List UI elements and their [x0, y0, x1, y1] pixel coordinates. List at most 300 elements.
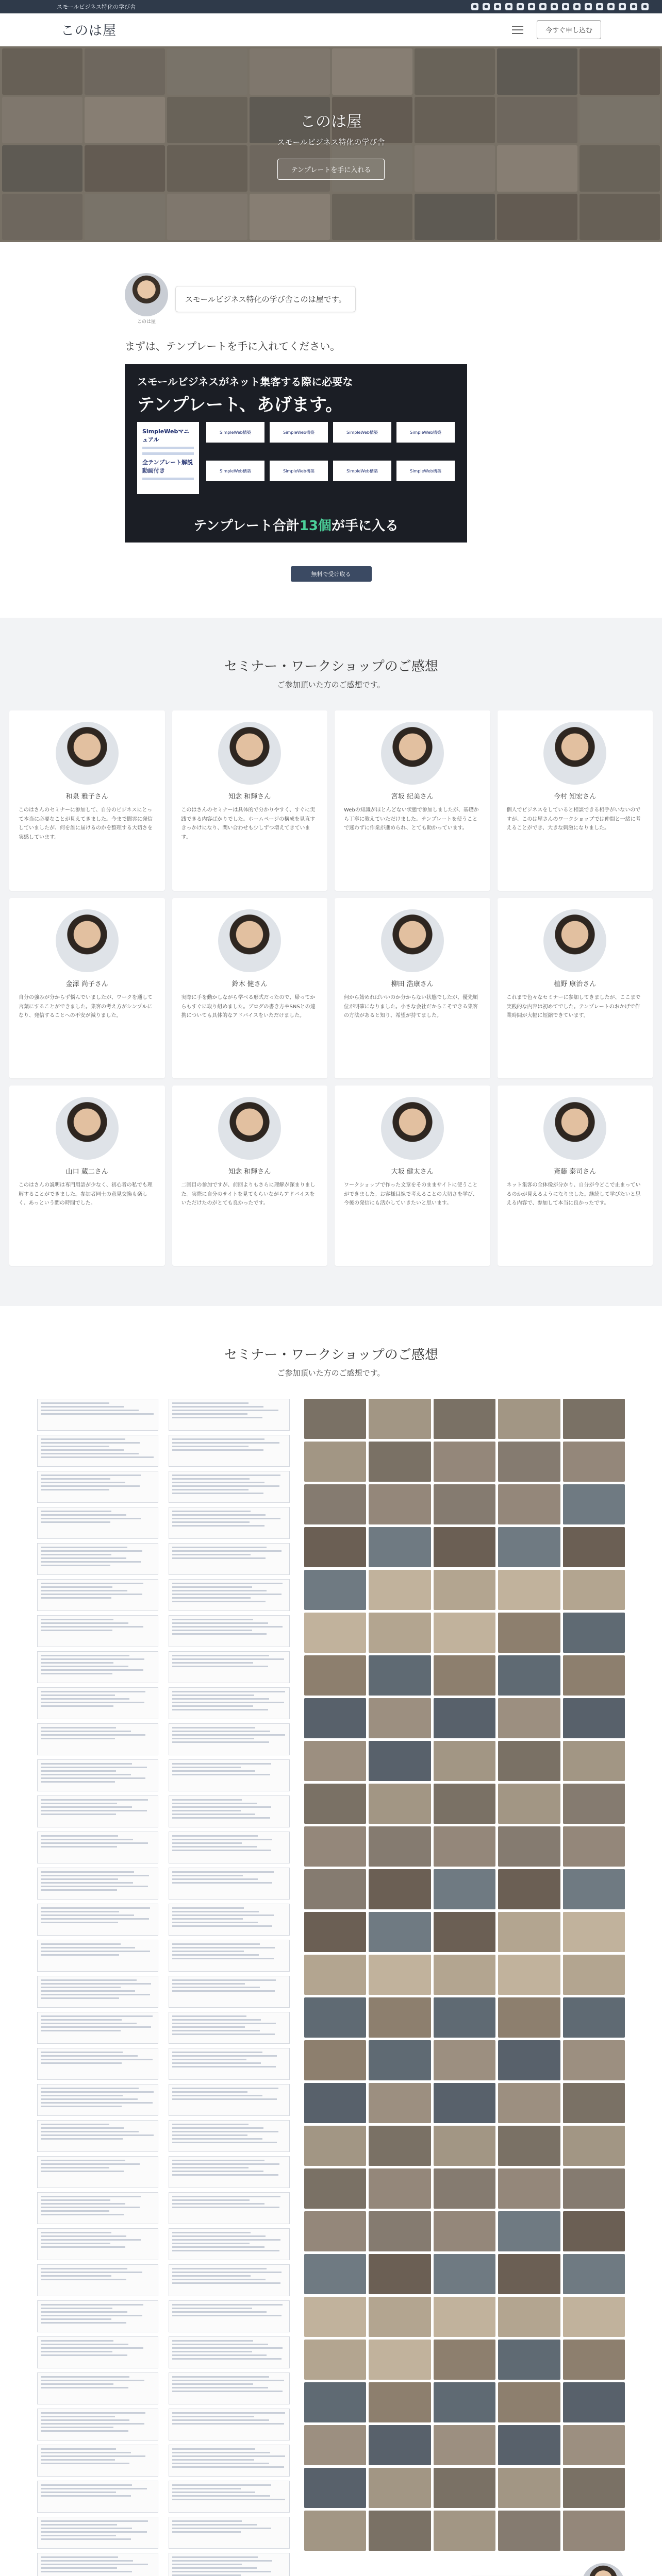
workshop-photo: [563, 2040, 625, 2080]
workshop-photo: [563, 1955, 625, 1995]
template-tile: SimpleWeb構築: [396, 422, 455, 443]
review-text: ワークショップで作った文章をそのままサイトに使うことができました。お客様目線で考えることの大切さを学び、今後の発信にも活かしていきたいと思います。: [344, 1182, 478, 1206]
workshop-photo: [563, 1570, 625, 1610]
review-text: Webの知識がほとんどない状態で参加しましたが、基礎から丁寧に教えていただけました。テンプレートを使うことで迷わずに作業が進められ、とても助かっています。: [344, 807, 479, 831]
template-tile: SimpleWeb構築: [270, 461, 328, 481]
review-card: [335, 710, 490, 891]
workshop-photo: [563, 1869, 625, 1909]
workshop-photo: [563, 2168, 625, 2209]
site-logo[interactable]: このは屋: [61, 23, 117, 39]
feedback-sheet: [169, 1832, 290, 1863]
template-tile: SimpleWeb構築: [206, 422, 264, 443]
tumblr-icon[interactable]: ●: [585, 3, 592, 10]
feedback-sheet: [37, 2012, 158, 2044]
speaker-avatar: [125, 273, 168, 316]
workshop-photo: [498, 1955, 560, 1995]
workshop-photo: [434, 2083, 495, 2123]
reviewer-photo: [543, 1097, 606, 1160]
review-text: 二回目の参加ですが、前回よりもさらに理解が深まりました。実際に自分のサイトを見てもらいながらアドバイスをいただけたのがとても良かったです。: [181, 1182, 316, 1206]
workshop-photo: [304, 2083, 366, 2123]
reviewer-name: 今村 知宏さん: [554, 793, 597, 801]
feedback-sheet: [37, 1759, 158, 1791]
workshop-photo: [434, 1997, 495, 2038]
feedback-sheet: [169, 1399, 290, 1431]
workshop-photo: [434, 2468, 495, 2508]
workshop-photo: [369, 2382, 431, 2422]
feedback-sheet: [169, 1579, 290, 1611]
workshop-photo: [563, 1442, 625, 1482]
feedback-sheet: [37, 2553, 158, 2576]
reviewer-photo: [381, 722, 444, 785]
workshop-photo: [434, 2211, 495, 2251]
workshop-photo: [563, 1784, 625, 1824]
feedback-sheet: [37, 1579, 158, 1611]
feedback-sheet: [169, 2553, 290, 2576]
workshop-photo: [304, 1826, 366, 1867]
review-text: このはさんのセミナーに参加して、自分のビジネスにとって本当に必要なことが見えてきました。今まで闇雲に発信していましたが、何を誰に届けるのかを整理する大切さを実感しています。: [19, 807, 153, 840]
workshop-photo: [498, 1741, 560, 1781]
workshop-photo: [369, 1869, 431, 1909]
workshop-photo-grid: [304, 1399, 625, 2551]
workshop-photo: [369, 2340, 431, 2380]
reviewer-name: 鈴木 健さん: [231, 980, 268, 988]
feedback-sheet: [37, 2517, 158, 2549]
workshop-photo: [498, 2211, 560, 2251]
workshop-photo: [369, 2083, 431, 2123]
review-text: 実際に手を動かしながら学べる形式だったので、帰ってからもすぐに取り組めました。ブログの書き方やSNSとの連携についても具体的なアドバイスをいただけました。: [181, 995, 316, 1019]
feedback-sheet: [169, 1723, 290, 1755]
feedback-sheet: [169, 2300, 290, 2332]
template-tile: SimpleWeb構築: [396, 461, 455, 481]
feedback-sheet: [169, 2445, 290, 2477]
workshop-photo: [563, 2425, 625, 2465]
hero-title: このは屋: [300, 113, 362, 131]
review-card: [335, 898, 490, 1078]
workshop-photo: [563, 1741, 625, 1781]
workshop-photo: [434, 1527, 495, 1567]
feedback-sheet: [169, 1904, 290, 1936]
workshop-photo: [563, 1613, 625, 1653]
facebook-icon[interactable]: ●: [483, 3, 490, 10]
workshop-photo: [563, 1484, 625, 1524]
workshop-photo: [498, 1912, 560, 1952]
workshop-photo: [498, 1527, 560, 1567]
instagram-icon[interactable]: ●: [494, 3, 501, 10]
reviewer-photo: [56, 1097, 119, 1160]
workshop-photo: [563, 1527, 625, 1567]
workshop-photo: [498, 1997, 560, 2038]
banner-lead: スモールビジネスがネット集客する際に必要な: [137, 376, 353, 388]
hero-subtitle: スモールビジネス特化の学び舎: [277, 138, 385, 147]
workshop-photo: [563, 1826, 625, 1867]
workshop-photo: [434, 1399, 495, 1439]
workshop-photo: [498, 2040, 560, 2080]
review-text: 何から始めればいいのか分からない状態でしたが、優先順位が明確になりました。小さな会社だからこそできる集客の方法があると知り、希望が持てました。: [344, 995, 478, 1019]
feedback-sheet: [169, 2156, 290, 2188]
workshop-photo: [563, 1912, 625, 1952]
feedback-sheet: [169, 1507, 290, 1539]
workshop-photo: [434, 1741, 495, 1781]
workshop-photo: [434, 2126, 495, 2166]
workshop-photo: [304, 2168, 366, 2209]
workshop-photo: [563, 2297, 625, 2337]
feedback-sheet: [169, 1615, 290, 1647]
workshop-photo: [434, 1869, 495, 1909]
template-tile: SimpleWeb構築: [270, 422, 328, 443]
workshop-photo: [434, 2040, 495, 2080]
workshop-photo: [563, 2382, 625, 2422]
feedly-icon[interactable]: ●: [596, 3, 603, 10]
review-text: このはさんの説明は専門用語が少なく、初心者の私でも理解することができました。参加者同士の意見交換も楽しく、あっという間の時間でした。: [19, 1182, 153, 1206]
workshop-photo: [434, 1955, 495, 1995]
feedback-sheet: [169, 2192, 290, 2224]
feedback-sheet: [169, 1868, 290, 1900]
workshop-photo: [304, 1655, 366, 1696]
workshop-photo: [563, 2468, 625, 2508]
manual-book: [137, 422, 199, 494]
reviewer-name: 大坂 健太さん: [391, 1168, 434, 1176]
workshop-photo: [304, 1741, 366, 1781]
top-bar: [0, 0, 662, 13]
template-banner[interactable]: [125, 364, 467, 543]
reviewer-photo: [543, 909, 606, 972]
apply-now-button[interactable]: 今すぐ申し込む: [537, 20, 601, 39]
feedback-sheet: [37, 1940, 158, 1972]
workshop-photo: [369, 2168, 431, 2209]
review-card: [172, 710, 328, 891]
workshop-photo: [498, 1613, 560, 1653]
feedback-sheet: [37, 2445, 158, 2477]
workshop-photo: [434, 1442, 495, 1482]
workshop-photo: [369, 1741, 431, 1781]
reviewer-name: 金澤 尚子さん: [65, 980, 108, 988]
workshop-photo: [369, 1442, 431, 1482]
workshop-photo: [369, 2468, 431, 2508]
workshop-photo: [434, 1613, 495, 1653]
workshop-photo: [563, 1399, 625, 1439]
workshop-photo: [434, 1826, 495, 1867]
twitter-icon[interactable]: ●: [471, 3, 478, 10]
workshop-photo: [498, 1484, 560, 1524]
feedback-sheet: [37, 1651, 158, 1683]
cart-icon[interactable]: ●: [641, 3, 649, 10]
photos-title: セミナー・ワークショップのご感想: [224, 1347, 438, 1363]
reviewer-name: 和泉 雅子さん: [65, 793, 108, 801]
sns-icon-list: [471, 3, 649, 10]
workshop-photo: [498, 2083, 560, 2123]
youtube-icon[interactable]: ●: [505, 3, 512, 10]
review-card: [9, 898, 165, 1078]
review-card: [172, 1086, 328, 1266]
reviewer-photo: [381, 909, 444, 972]
workshop-photo: [369, 1912, 431, 1952]
feedback-sheet: [169, 2228, 290, 2260]
workshop-photo: [304, 2126, 366, 2166]
speech-bubble: スモールビジネス特化の学び舎このは屋です。: [175, 286, 356, 312]
review-card: [498, 1086, 653, 1266]
banner-count-text: [125, 515, 467, 534]
workshop-photo: [498, 2126, 560, 2166]
workshop-photo: [369, 1698, 431, 1738]
workshop-photo: [434, 1484, 495, 1524]
workshop-photo: [304, 2468, 366, 2508]
reviewer-name: 斎藤 泰司さん: [554, 1168, 597, 1176]
workshop-photo: [369, 2040, 431, 2080]
workshop-photo: [304, 2040, 366, 2080]
workshop-photo: [498, 2511, 560, 2551]
template-tile: SimpleWeb構築: [333, 461, 391, 481]
feedback-sheet: [37, 2264, 158, 2296]
workshop-photo: [498, 1570, 560, 1610]
reviewer-photo: [218, 722, 281, 785]
workshop-photo: [434, 1570, 495, 1610]
review-text: 個人でビジネスをしていると相談できる相手がいないのですが、このは屋さんのワークショップでは仲間と一緒に考えることができ、大きな刺激になりました。: [506, 807, 641, 831]
feedback-sheet: [169, 1795, 290, 1827]
manual-title: SimpleWebマニュアル: [142, 428, 190, 443]
photo-section: [0, 1306, 662, 2576]
reviewer-photo: [218, 909, 281, 972]
workshop-photo: [434, 2340, 495, 2380]
workshop-photo: [304, 1955, 366, 1995]
workshop-photo: [563, 2511, 625, 2551]
review-text: 自分の強みが分からず悩んでいましたが、ワークを通して言葉にすることができました。集客の考え方がシンプルになり、発信することへの不安が減りました。: [19, 995, 153, 1019]
feedback-sheet: [37, 1795, 158, 1827]
workshop-photo: [498, 2254, 560, 2294]
workshop-photo: [304, 2254, 366, 2294]
workshop-photo: [563, 1655, 625, 1696]
workshop-photo: [434, 2254, 495, 2294]
pinterest-icon[interactable]: ●: [539, 3, 547, 10]
workshop-photo: [304, 1442, 366, 1482]
workshop-photo: [369, 1955, 431, 1995]
workshop-photo: [434, 1912, 495, 1952]
workshop-photo: [304, 1484, 366, 1524]
reviewer-name: 知念 和輝さん: [228, 793, 271, 801]
feedback-sheet: [37, 1976, 158, 2008]
feedback-sheet: [169, 1976, 290, 2008]
workshop-photo: [498, 1784, 560, 1824]
workshop-photo: [369, 1784, 431, 1824]
feedback-sheet: [169, 2517, 290, 2549]
review-text: このはさんのセミナーは具体的で分かりやすく、すぐに実践できる内容ばかりでした。ホームページの構成を見直すきっかけになり、問い合わせも少しずつ増えてきています。: [181, 807, 316, 840]
feedback-sheet: [37, 2409, 158, 2441]
workshop-photo: [498, 1698, 560, 1738]
workshop-photo: [498, 2382, 560, 2422]
hero-section: [0, 46, 662, 242]
workshop-photo: [304, 2425, 366, 2465]
feedback-sheet: [37, 1868, 158, 1900]
reviewer-name: 山口 蔵二さん: [65, 1168, 108, 1176]
workshop-photo: [304, 1527, 366, 1567]
feedback-sheet: [169, 1543, 290, 1575]
banner-headline: テンプレート、あげます。: [137, 395, 343, 415]
receive-free-button[interactable]: 無料で受け取る: [291, 566, 372, 582]
workshop-photo: [369, 1997, 431, 2038]
review-card: [172, 898, 328, 1078]
workshop-photo: [498, 2297, 560, 2337]
review-card: [9, 1086, 165, 1266]
review-text: これまで色々なセミナーに参加してきましたが、ここまで実践的な内容は初めてでした。テンプレートのおかげで作業時間が大幅に短縮できています。: [506, 995, 641, 1019]
reviewer-photo: [218, 1097, 281, 1160]
github-icon[interactable]: ●: [573, 3, 581, 10]
reviewer-name: 植野 康治さん: [554, 980, 597, 988]
workshop-photo: [563, 2211, 625, 2251]
feedback-sheet: [37, 1471, 158, 1503]
line-icon[interactable]: ●: [517, 3, 524, 10]
feedback-sheet: [169, 2481, 290, 2513]
review-card: [9, 710, 165, 891]
template-tiles: [206, 422, 455, 494]
feedback-sheet: [37, 1435, 158, 1467]
intro-heading: まずは、テンプレートを手に入れてください。: [125, 340, 341, 352]
workshop-photo: [369, 2254, 431, 2294]
feedback-sheet: [37, 2336, 158, 2368]
workshop-photo: [369, 2511, 431, 2551]
feedback-sheet: [169, 2409, 290, 2441]
workshop-photo: [369, 1527, 431, 1567]
feedback-sheet: [37, 1904, 158, 1936]
manual-subtitle: 全テンプレート解説動画付き: [142, 459, 193, 474]
feedback-sheet: [37, 2156, 158, 2188]
workshop-photo: [434, 2511, 495, 2551]
feedback-sheet: [169, 2120, 290, 2152]
workshop-photo: [369, 2425, 431, 2465]
reviewer-name: 知念 和輝さん: [228, 1168, 271, 1176]
workshop-photo: [304, 2382, 366, 2422]
workshop-photo: [434, 2297, 495, 2337]
workshop-photo: [563, 1997, 625, 2038]
feedback-sheet: [169, 2012, 290, 2044]
workshop-photo: [369, 1570, 431, 1610]
workshop-photo: [369, 1826, 431, 1867]
feedback-sheet: [37, 2481, 158, 2513]
workshop-photo: [563, 2254, 625, 2294]
feedback-sheets: [37, 1399, 290, 2576]
review-grid: [9, 710, 653, 1266]
reviews-subtitle: ご参加頂いた方のご感想です。: [277, 680, 385, 689]
reviewer-photo: [381, 1097, 444, 1160]
feedback-sheet: [169, 2048, 290, 2080]
feedback-sheet: [169, 1940, 290, 1972]
workshop-photo: [369, 1399, 431, 1439]
feedback-sheet: [37, 1615, 158, 1647]
workshop-photo: [369, 2297, 431, 2337]
workshop-photo: [434, 1655, 495, 1696]
workshop-photo: [369, 1484, 431, 1524]
feedback-sheet: [169, 2264, 290, 2296]
feedback-sheet: [169, 2084, 290, 2116]
feedback-sheet: [169, 2336, 290, 2368]
feedback-sheet: [169, 1687, 290, 1719]
tagline-text: スモールビジネス特化の学び舎: [57, 4, 136, 10]
workshop-photo: [369, 1655, 431, 1696]
reviewer-name: 柳田 浩康さん: [391, 980, 434, 988]
review-text: ネット集客の全体像が分かり、自分が今どこで止まっているのかが見えるようになりました。継続して学びたいと思える内容で、参加して本当に良かったです。: [506, 1182, 641, 1206]
reviews-section: [0, 618, 662, 1306]
feedback-sheet: [37, 1723, 158, 1755]
feedback-sheet: [169, 1471, 290, 1503]
feedback-sheet: [169, 1759, 290, 1791]
workshop-photo: [434, 1698, 495, 1738]
feedback-sheet: [37, 1832, 158, 1863]
workshop-photo: [304, 1570, 366, 1610]
mail-icon[interactable]: ●: [562, 3, 569, 10]
link-icon[interactable]: ●: [551, 3, 558, 10]
workshop-photo: [498, 2340, 560, 2380]
template-tile: SimpleWeb構築: [333, 422, 391, 443]
workshop-photo: [498, 2468, 560, 2508]
banner-count-prefix: テンプレート合計: [193, 518, 300, 534]
photos-subtitle: ご参加頂いた方のご感想です。: [277, 1368, 385, 1378]
feedback-sheet: [37, 1687, 158, 1719]
workshop-photo: [498, 1655, 560, 1696]
feedback-sheet: [37, 2120, 158, 2152]
workshop-photo: [498, 2168, 560, 2209]
workshop-photo: [304, 2340, 366, 2380]
workshop-photo: [563, 2083, 625, 2123]
workshop-photo: [304, 2297, 366, 2337]
banner-count-suffix: が手に入る: [331, 518, 399, 534]
reviews-title: セミナー・ワークショップのご感想: [224, 659, 438, 674]
workshop-photo: [498, 1869, 560, 1909]
feedback-sheet: [37, 1507, 158, 1539]
review-card: [498, 898, 653, 1078]
workshop-photo: [304, 1869, 366, 1909]
feedback-sheet: [37, 2084, 158, 2116]
feedback-sheet: [37, 2228, 158, 2260]
workshop-photo: [563, 1698, 625, 1738]
feedback-sheet: [37, 1399, 158, 1431]
reviewer-photo: [56, 722, 119, 785]
workshop-photo: [434, 2168, 495, 2209]
feedback-sheet: [37, 2192, 158, 2224]
workshop-photo: [434, 2425, 495, 2465]
workshop-photo: [498, 1826, 560, 1867]
rss-icon[interactable]: ●: [528, 3, 535, 10]
get-template-button[interactable]: テンプレートを手に入れる: [277, 159, 385, 180]
workshop-photo: [304, 1613, 366, 1653]
feedback-sheet: [37, 1543, 158, 1575]
feedback-sheet: [169, 1435, 290, 1467]
workshop-photo: [498, 1399, 560, 1439]
google-icon[interactable]: ●: [607, 3, 615, 10]
workshop-photo: [304, 1784, 366, 1824]
thanks-avatar: [582, 2563, 625, 2576]
workshop-photo: [563, 2340, 625, 2380]
workshop-photo: [304, 1698, 366, 1738]
pocket-icon[interactable]: ●: [630, 3, 637, 10]
feedback-sheet: [169, 1651, 290, 1683]
workshop-photo: [498, 1442, 560, 1482]
reviewer-photo: [543, 722, 606, 785]
feedback-sheet: [37, 2048, 158, 2080]
workshop-photo: [304, 2511, 366, 2551]
workshop-photo: [369, 1613, 431, 1653]
workshop-photo: [434, 2382, 495, 2422]
review-card: [498, 710, 653, 891]
speaker-name: このは屋: [137, 319, 156, 325]
intro-section: [125, 242, 537, 618]
reviewer-name: 宮坂 紀美さん: [391, 793, 434, 801]
template-tile: SimpleWeb構築: [206, 461, 264, 481]
workshop-photo: [369, 2211, 431, 2251]
workshop-photo: [304, 1997, 366, 2038]
banner-count-accent: 13個: [299, 518, 332, 534]
menu-icon[interactable]: [512, 26, 523, 34]
workshop-photo: [498, 2425, 560, 2465]
feedback-sheet: [37, 2372, 158, 2404]
hatena-icon[interactable]: ●: [619, 3, 626, 10]
